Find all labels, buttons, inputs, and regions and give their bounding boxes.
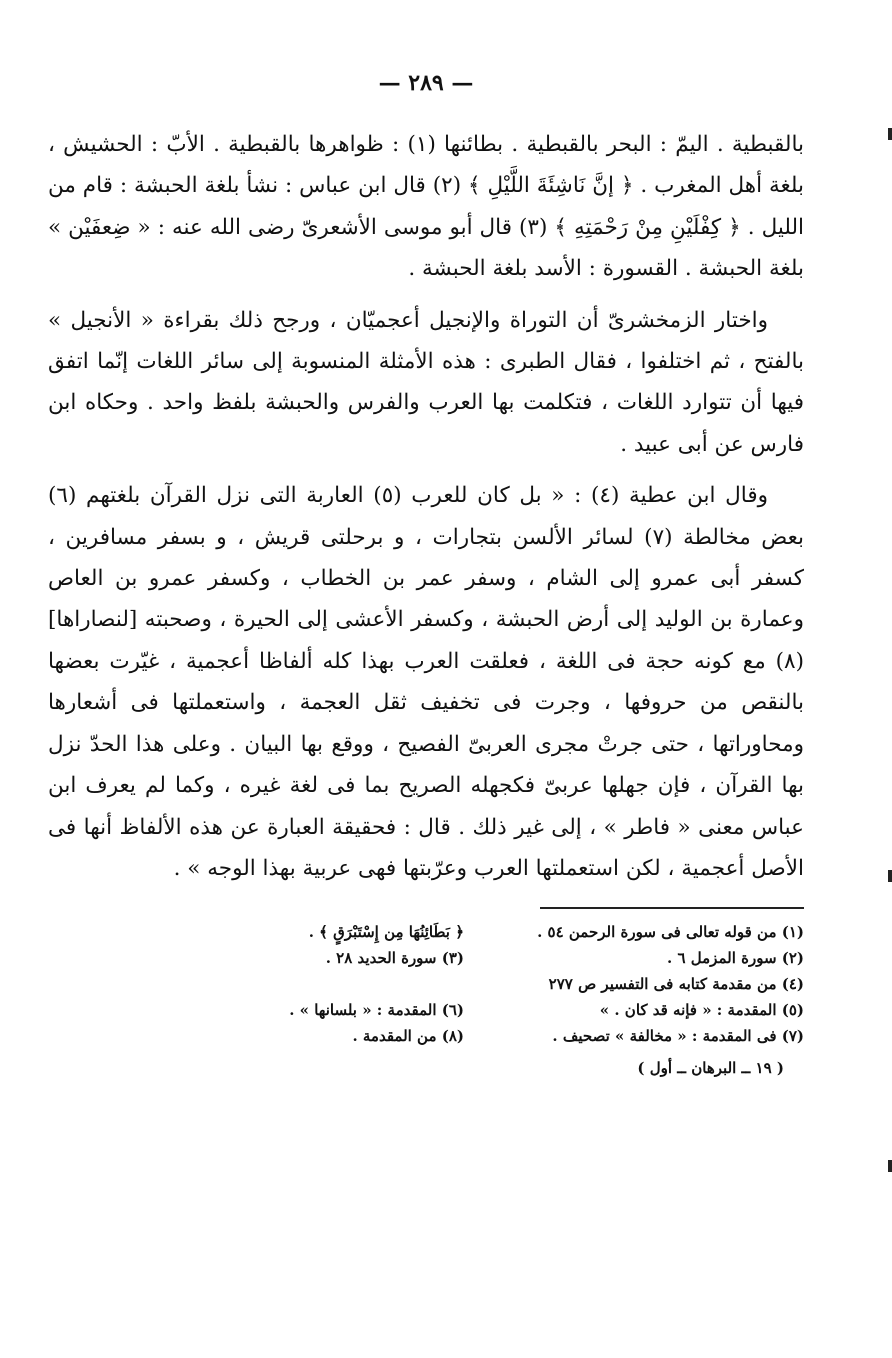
document-page: [48, 70, 804, 1077]
footnote-row: [48, 1023, 804, 1049]
paragraph-1: بالقبطية . اليمّ : البحر بالقبطية . بطائنها (١) : ظواهرها بالقبطية . الأبّ : الحشيش ، بلغة أهل المغرب . ﴿ إنَّ نَاشِئَةَ اللَّيْلِ ﴾ (٢) قال ابن عباس : نشأ بلغة الحبشة : قام من الليل . ﴿ كِفْلَيْنِ مِنْ رَحْمَتِهِ ﴾ (٣) قال أبو موسى الأشعرىّ رضى الله عنه : « ضِعفَيْن » بلغة الحبشة . القسورة : الأسد بلغة الحبشة .: [48, 132, 804, 282]
main-text: [48, 124, 804, 889]
footnote-divider: [540, 907, 804, 909]
footnote-7: (٧) فى المقدمة : « مخالفة » تصحيف .: [552, 1027, 804, 1046]
footnote-6: (٦) المقدمة : « بلسانها » .: [289, 1001, 464, 1020]
footnote-row: [48, 971, 804, 997]
footnotes: [48, 919, 804, 1049]
page-number: — ٢٨٩ —: [378, 70, 474, 96]
margin-mark-lower: [888, 1160, 892, 1172]
footnote-5: (٥) المقدمة : « فإنه قد كان . »: [599, 1001, 804, 1020]
paragraph-3: وقال ابن عطية (٤) : « بل كان للعرب (٥) العاربة التى نزل القرآن بلغتهم (٦) بعض مخالطة (٧) لسائر الألسن بتجارات ، و برحلتى قريش ، و بسفر مسافرين ، كسفر أبى عمرو إلى الشام ، وسفر عمر بن الخطاب ، وكسفر عمرو بن العاص وعمارة بن الوليد إلى أرض الحبشة ، وكسفر الأعشى إلى الحيرة ، وصحبته [لنصاراها] (٨) مع كونه حجة فى اللغة ، فعلقت العرب بهذا كله ألفاظا أعجمية ، غيّرت بعضها بالنقص من حروفها ، وجرت فى تخفيف ثقل العجمة ، واستعملتها فى أشعارها ومحاوراتها ، حتى جرتْ مجرى العربىّ الفصيح ، ووقع بها البيان . وعلى هذا الحدّ نزل بها القرآن ، فإن جهلها عربىّ فكجهله الصريح بما فى لغة غيره ، وكما لم يعرف ابن عباس معنى « فاطر » ، إلى غير ذلك . قال : فحقيقة العبارة عن هذه الألفاظ أنها فى الأصل أعجمية ، لكن استعملتها العرب وعرّبتها فهى عربية بهذا الوجه » .: [48, 483, 804, 881]
book-signature: ( ١٩ ــ البرهان ــ أول ): [637, 1059, 784, 1078]
footnote-8: (٨) من المقدمة .: [352, 1027, 464, 1046]
footnote-row: [48, 919, 804, 945]
footnote-row: [48, 945, 804, 971]
footnote-2: (٢) سورة المزمل ٦ .: [667, 949, 804, 968]
paragraph-2: واختار الزمخشرىّ أن التوراة والإنجيل أعجميّان ، ورجح ذلك بقراءة « الأنجيل » بالفتح ، ثم اختلفوا ، فقال الطبرى : هذه الأمثلة المنسوبة إلى سائر اللغات إنّما اتفق فيها أن تتوارد اللغات ، فتكلمت بها العرب والفرس والحبشة بلفظ واحد . وحكاه ابن فارس عن أبى عبيد .: [48, 307, 804, 457]
margin-mark-middle: [888, 870, 892, 882]
footnote-1-quote: ﴿ بَطَائِنُهَا مِن إِسْتَبْرَقٍ ﴾ .: [308, 923, 464, 942]
footnote-row: [48, 997, 804, 1023]
footnote-4: (٤) من مقدمة كتابه فى التفسير ص ٢٧٧: [548, 975, 804, 994]
footnote-3: (٣) سورة الحديد ٢٨ .: [325, 949, 464, 968]
footnote-1: (١) من قوله تعالى فى سورة الرحمن ٥٤ .: [537, 923, 804, 942]
margin-mark-top: [888, 128, 892, 140]
